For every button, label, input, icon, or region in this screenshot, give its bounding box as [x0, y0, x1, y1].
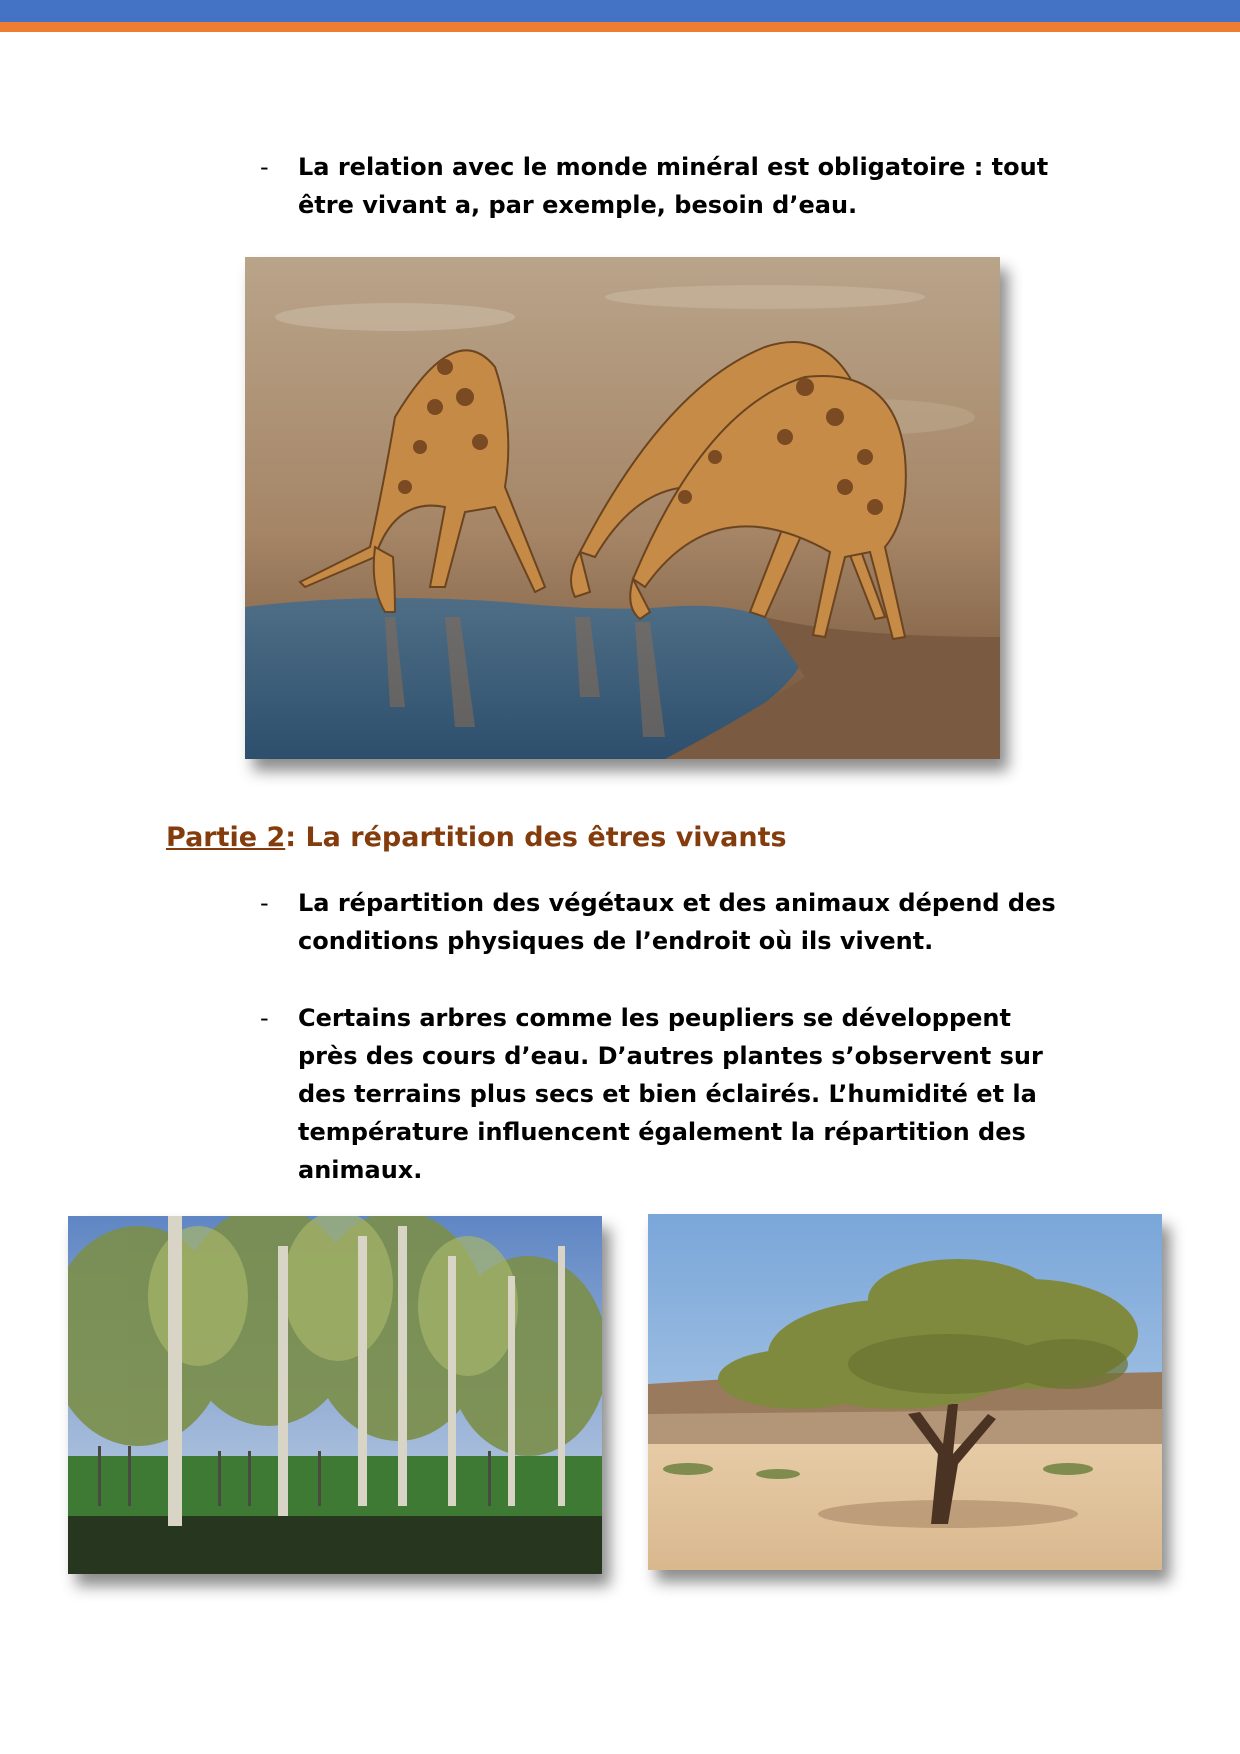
heading-title: : La répartition des êtres vivants	[285, 822, 787, 853]
bullet-dash: -	[260, 1004, 269, 1032]
acacia-desert-photo	[648, 1214, 1162, 1570]
header-bar-blue	[0, 0, 1240, 22]
section-heading-part2	[166, 822, 787, 853]
bullet-water-relation	[260, 148, 1060, 224]
bullet-distribution	[260, 884, 1060, 960]
bullet-poplars	[260, 999, 1060, 1189]
giraffes-drinking-photo	[245, 257, 1000, 759]
heading-part-label: Partie 2	[166, 822, 286, 853]
bullet-dash: -	[260, 153, 269, 181]
bullet-text: La relation avec le monde minéral est obligatoire : tout être vivant a, par exemple, besoin d’eau.	[298, 153, 1049, 219]
bullet-text: Certains arbres comme les peupliers se développent près des cours d’eau. D’autres plantes s’observent sur des terrains plus secs et bien éclairés. L’humidité et la température influencent également la répartition des animaux.	[298, 1004, 1043, 1184]
poplar-forest-photo	[68, 1216, 602, 1574]
header-bar-orange	[0, 22, 1240, 32]
bullet-dash: -	[260, 889, 269, 917]
bullet-text: La répartition des végétaux et des animaux dépend des conditions physiques de l’endroit où ils vivent.	[298, 889, 1056, 955]
